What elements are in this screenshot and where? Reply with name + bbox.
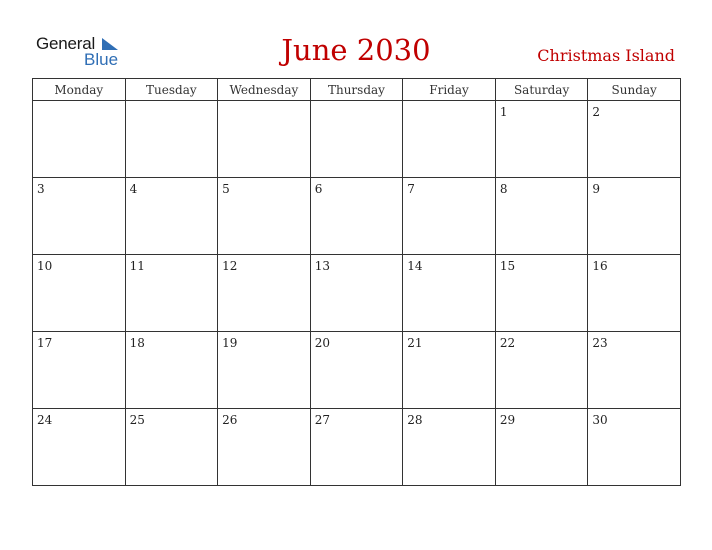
- day-number: 20: [314, 336, 330, 350]
- weekday-header-monday: Monday: [33, 79, 126, 101]
- weekday-header-sunday: Sunday: [588, 79, 681, 101]
- day-cell: [310, 178, 403, 255]
- day-cell: [218, 101, 311, 178]
- day-cell: [310, 409, 403, 486]
- day-cell: [33, 178, 126, 255]
- weekday-header-thursday: Thursday: [310, 79, 403, 101]
- day-number: 13: [314, 259, 330, 273]
- day-number: 7: [407, 182, 415, 196]
- day-number: 1: [499, 105, 508, 119]
- day-number: 17: [37, 336, 53, 350]
- day-number: [311, 101, 403, 105]
- day-number: 23: [592, 336, 608, 350]
- calendar-grid: [32, 78, 681, 486]
- day-cell: [403, 178, 496, 255]
- day-cell: [33, 409, 126, 486]
- day-cell: [310, 332, 403, 409]
- day-number: 26: [222, 413, 238, 427]
- day-number: 19: [222, 336, 238, 350]
- weekday-header-friday: Friday: [403, 79, 496, 101]
- day-cell: [588, 178, 681, 255]
- day-cell: [125, 255, 218, 332]
- week-row: [33, 178, 681, 255]
- day-number: 5: [222, 182, 230, 196]
- day-number: 16: [592, 259, 608, 273]
- day-cell: [495, 255, 588, 332]
- day-cell: [403, 255, 496, 332]
- day-cell: [588, 101, 681, 178]
- day-cell: [310, 101, 403, 178]
- day-cell: [495, 332, 588, 409]
- week-row: [33, 101, 681, 178]
- day-cell: [403, 101, 496, 178]
- day-cell: [495, 178, 588, 255]
- day-cell: [218, 178, 311, 255]
- day-number: 14: [407, 259, 423, 273]
- day-number: [126, 101, 218, 105]
- weekday-header-tuesday: Tuesday: [125, 79, 218, 101]
- weekday-header-saturday: Saturday: [495, 79, 588, 101]
- day-number: [33, 101, 125, 105]
- region-label: Christmas Island: [537, 46, 675, 65]
- day-number: 15: [499, 259, 516, 273]
- day-number: 10: [37, 259, 53, 273]
- day-number: 8: [499, 182, 508, 196]
- day-number: 4: [129, 182, 138, 196]
- weekday-header-row: [33, 79, 681, 101]
- day-cell: [403, 332, 496, 409]
- day-cell: [125, 178, 218, 255]
- day-number: 28: [407, 413, 423, 427]
- day-cell: [125, 332, 218, 409]
- day-cell: [310, 255, 403, 332]
- day-number: 24: [37, 413, 53, 427]
- calendar-title: June 2030: [281, 33, 431, 67]
- day-cell: [588, 409, 681, 486]
- day-cell: [218, 409, 311, 486]
- day-cell: [125, 409, 218, 486]
- day-cell: [218, 332, 311, 409]
- day-number: 11: [129, 259, 145, 273]
- day-number: 2: [592, 105, 601, 119]
- day-number: 27: [314, 413, 330, 427]
- day-number: 29: [499, 413, 516, 427]
- day-cell: [588, 255, 681, 332]
- logo-text-blue: Blue: [84, 50, 119, 69]
- day-cell: [125, 101, 218, 178]
- day-number: 22: [499, 336, 516, 350]
- day-number: 12: [222, 259, 238, 273]
- day-number: 6: [314, 182, 323, 196]
- day-cell: [33, 332, 126, 409]
- logo-text-general: General: [36, 34, 96, 53]
- week-row: [33, 255, 681, 332]
- day-number: 25: [129, 413, 145, 427]
- day-number: [403, 101, 495, 105]
- day-number: 30: [592, 413, 608, 427]
- day-cell: [588, 332, 681, 409]
- day-number: 9: [592, 182, 601, 196]
- day-number: 3: [37, 182, 45, 196]
- weekday-header-wednesday: Wednesday: [218, 79, 311, 101]
- day-number: 18: [129, 336, 145, 350]
- day-number: [218, 101, 310, 105]
- day-cell: [33, 255, 126, 332]
- day-cell: [495, 101, 588, 178]
- day-cell: [33, 101, 126, 178]
- day-cell: [218, 255, 311, 332]
- day-number: 21: [407, 336, 423, 350]
- day-cell: [495, 409, 588, 486]
- week-row: [33, 332, 681, 409]
- day-cell: [403, 409, 496, 486]
- week-row: [33, 409, 681, 486]
